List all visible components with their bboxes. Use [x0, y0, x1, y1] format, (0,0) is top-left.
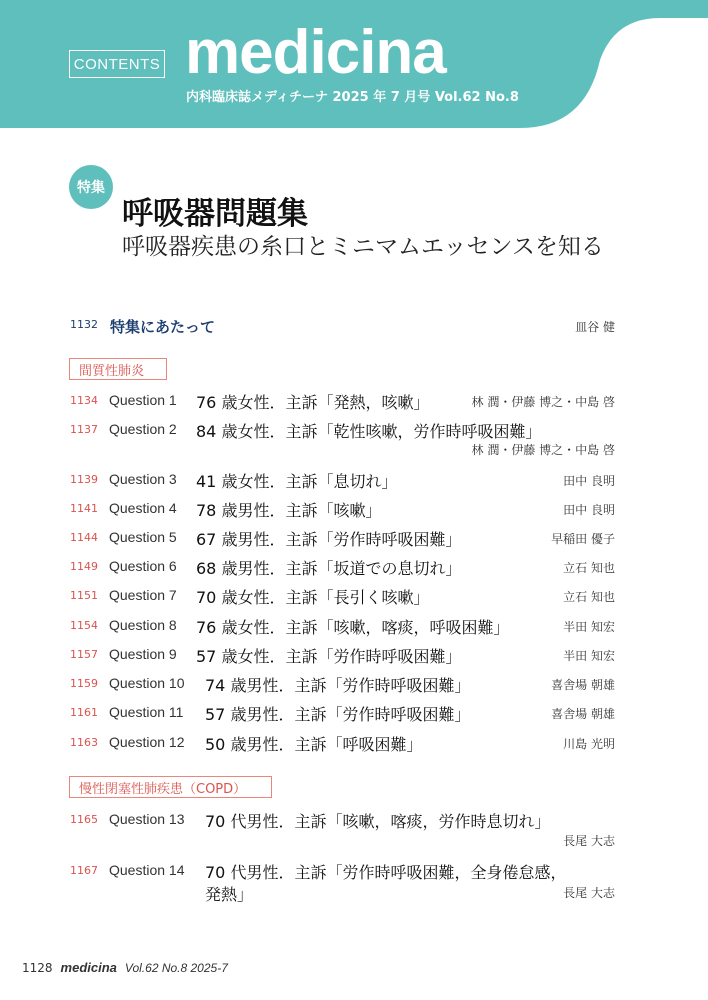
question-label: Question 9 [109, 646, 177, 662]
question-author: 立石 知也 [563, 590, 615, 604]
question-author: 半田 知宏 [563, 620, 615, 634]
question-text: 50 歳男性．主訴「呼吸困難」 [205, 735, 423, 754]
footer-page-number: 1128 [22, 961, 53, 975]
question-text: 68 歳男性．主訴「坂道での息切れ」 [196, 559, 462, 578]
question-author: 田中 良明 [563, 474, 615, 488]
question-label: Question 1 [109, 392, 177, 408]
question-row[interactable] [70, 673, 615, 695]
question-row[interactable] [70, 809, 615, 851]
question-label: Question 7 [109, 587, 177, 603]
question-author: 林 潤・伊藤 博之・中島 啓 [471, 395, 615, 409]
question-label: Question 2 [109, 421, 177, 437]
footer-issue: Vol.62 No.8 2025-7 [124, 961, 228, 975]
question-row[interactable] [70, 644, 615, 666]
question-text: 41 歳女性．主訴「息切れ」 [196, 472, 398, 491]
question-author: 早稲田 優子 [551, 532, 615, 546]
question-row[interactable] [70, 732, 615, 754]
question-author: 長尾 大志 [563, 834, 615, 848]
question-author: 田中 良明 [563, 503, 615, 517]
question-page: 1139 [70, 473, 98, 486]
feature-subtitle: 呼吸器疾患の糸口とミニマムエッセンスを知る [122, 234, 604, 260]
question-author: 長尾 大志 [563, 886, 615, 900]
question-page: 1151 [70, 589, 98, 602]
question-page: 1157 [70, 648, 98, 661]
question-label: Question 3 [109, 471, 177, 487]
issue-subtitle: 内科臨床誌メディチーナ 2025 年 7 月号 Vol.62 No.8 [186, 90, 519, 105]
question-author: 半田 知宏 [563, 649, 615, 663]
contents-label: CONTENTS [69, 50, 165, 78]
question-page: 1165 [70, 813, 98, 826]
question-text: 70 代男性．主訴「咳嗽，喀痰，労作時息切れ」 [205, 812, 551, 831]
question-text: 67 歳男性．主訴「労作時呼吸困難」 [196, 530, 462, 549]
feature-badge: 特集 [69, 165, 113, 209]
question-text: 70 代男性．主訴「労作時呼吸困難，全身倦怠感， [205, 863, 567, 882]
question-row[interactable] [70, 585, 615, 607]
question-row[interactable] [70, 390, 615, 412]
question-row[interactable] [70, 419, 615, 461]
question-author: 立石 知也 [563, 561, 615, 575]
question-author: 林 潤・伊藤 博之・中島 啓 [471, 443, 615, 457]
question-label: Question 8 [109, 617, 177, 633]
magazine-logo: medicina [185, 18, 446, 87]
question-text: 78 歳男性．主訴「咳嗽」 [196, 501, 382, 520]
question-row[interactable] [70, 469, 615, 491]
question-row[interactable] [70, 860, 615, 904]
question-page: 1161 [70, 706, 98, 719]
question-text: 84 歳女性．主訴「乾性咳嗽，労作時呼吸困難」 [196, 422, 542, 441]
header-banner [0, 0, 708, 130]
question-label: Question 11 [109, 704, 184, 720]
question-label: Question 13 [109, 811, 185, 827]
question-row[interactable] [70, 615, 615, 637]
question-label: Question 14 [109, 862, 185, 878]
question-row[interactable] [70, 527, 615, 549]
question-label: Question 6 [109, 558, 177, 574]
question-text-continued: 発熱」 [205, 885, 254, 904]
question-page: 1167 [70, 864, 98, 877]
intro-author: 皿谷 健 [575, 320, 615, 334]
question-page: 1144 [70, 531, 98, 544]
question-author: 喜舎場 朝雄 [551, 678, 615, 692]
question-label: Question 4 [109, 500, 177, 516]
feature-title: 呼吸器問題集 [122, 196, 308, 232]
question-text: 57 歳男性．主訴「労作時呼吸困難」 [205, 705, 471, 724]
question-label: Question 5 [109, 529, 177, 545]
question-page: 1163 [70, 736, 98, 749]
question-page: 1134 [70, 394, 98, 407]
question-text: 74 歳男性．主訴「労作時呼吸困難」 [205, 676, 471, 695]
question-text: 76 歳女性．主訴「発熱，咳嗽」 [196, 393, 430, 412]
question-text: 57 歳女性．主訴「労作時呼吸困難」 [196, 647, 462, 666]
question-label: Question 10 [109, 675, 185, 691]
question-text: 70 歳女性．主訴「長引く咳嗽」 [196, 588, 430, 607]
question-page: 1137 [70, 423, 98, 436]
question-page: 1159 [70, 677, 98, 690]
page-footer [22, 960, 228, 975]
question-text: 76 歳女性．主訴「咳嗽，喀痰，呼吸困難」 [196, 618, 510, 637]
question-row[interactable] [70, 556, 615, 578]
question-row[interactable] [70, 702, 615, 724]
question-author: 川島 光明 [563, 737, 615, 751]
section-tag-copd: 慢性閉塞性肺疾患（COPD） [69, 776, 272, 798]
question-page: 1154 [70, 619, 98, 632]
question-label: Question 12 [109, 734, 185, 750]
intro-row[interactable] [70, 316, 615, 336]
question-page: 1141 [70, 502, 98, 515]
section-tag-interstitial: 間質性肺炎 [69, 358, 167, 380]
intro-page: 1132 [70, 318, 98, 331]
intro-label: 特集にあたって [110, 318, 216, 336]
question-page: 1149 [70, 560, 98, 573]
footer-magazine: medicina [60, 960, 117, 975]
question-author: 喜舎場 朝雄 [551, 707, 615, 721]
question-row[interactable] [70, 498, 615, 520]
